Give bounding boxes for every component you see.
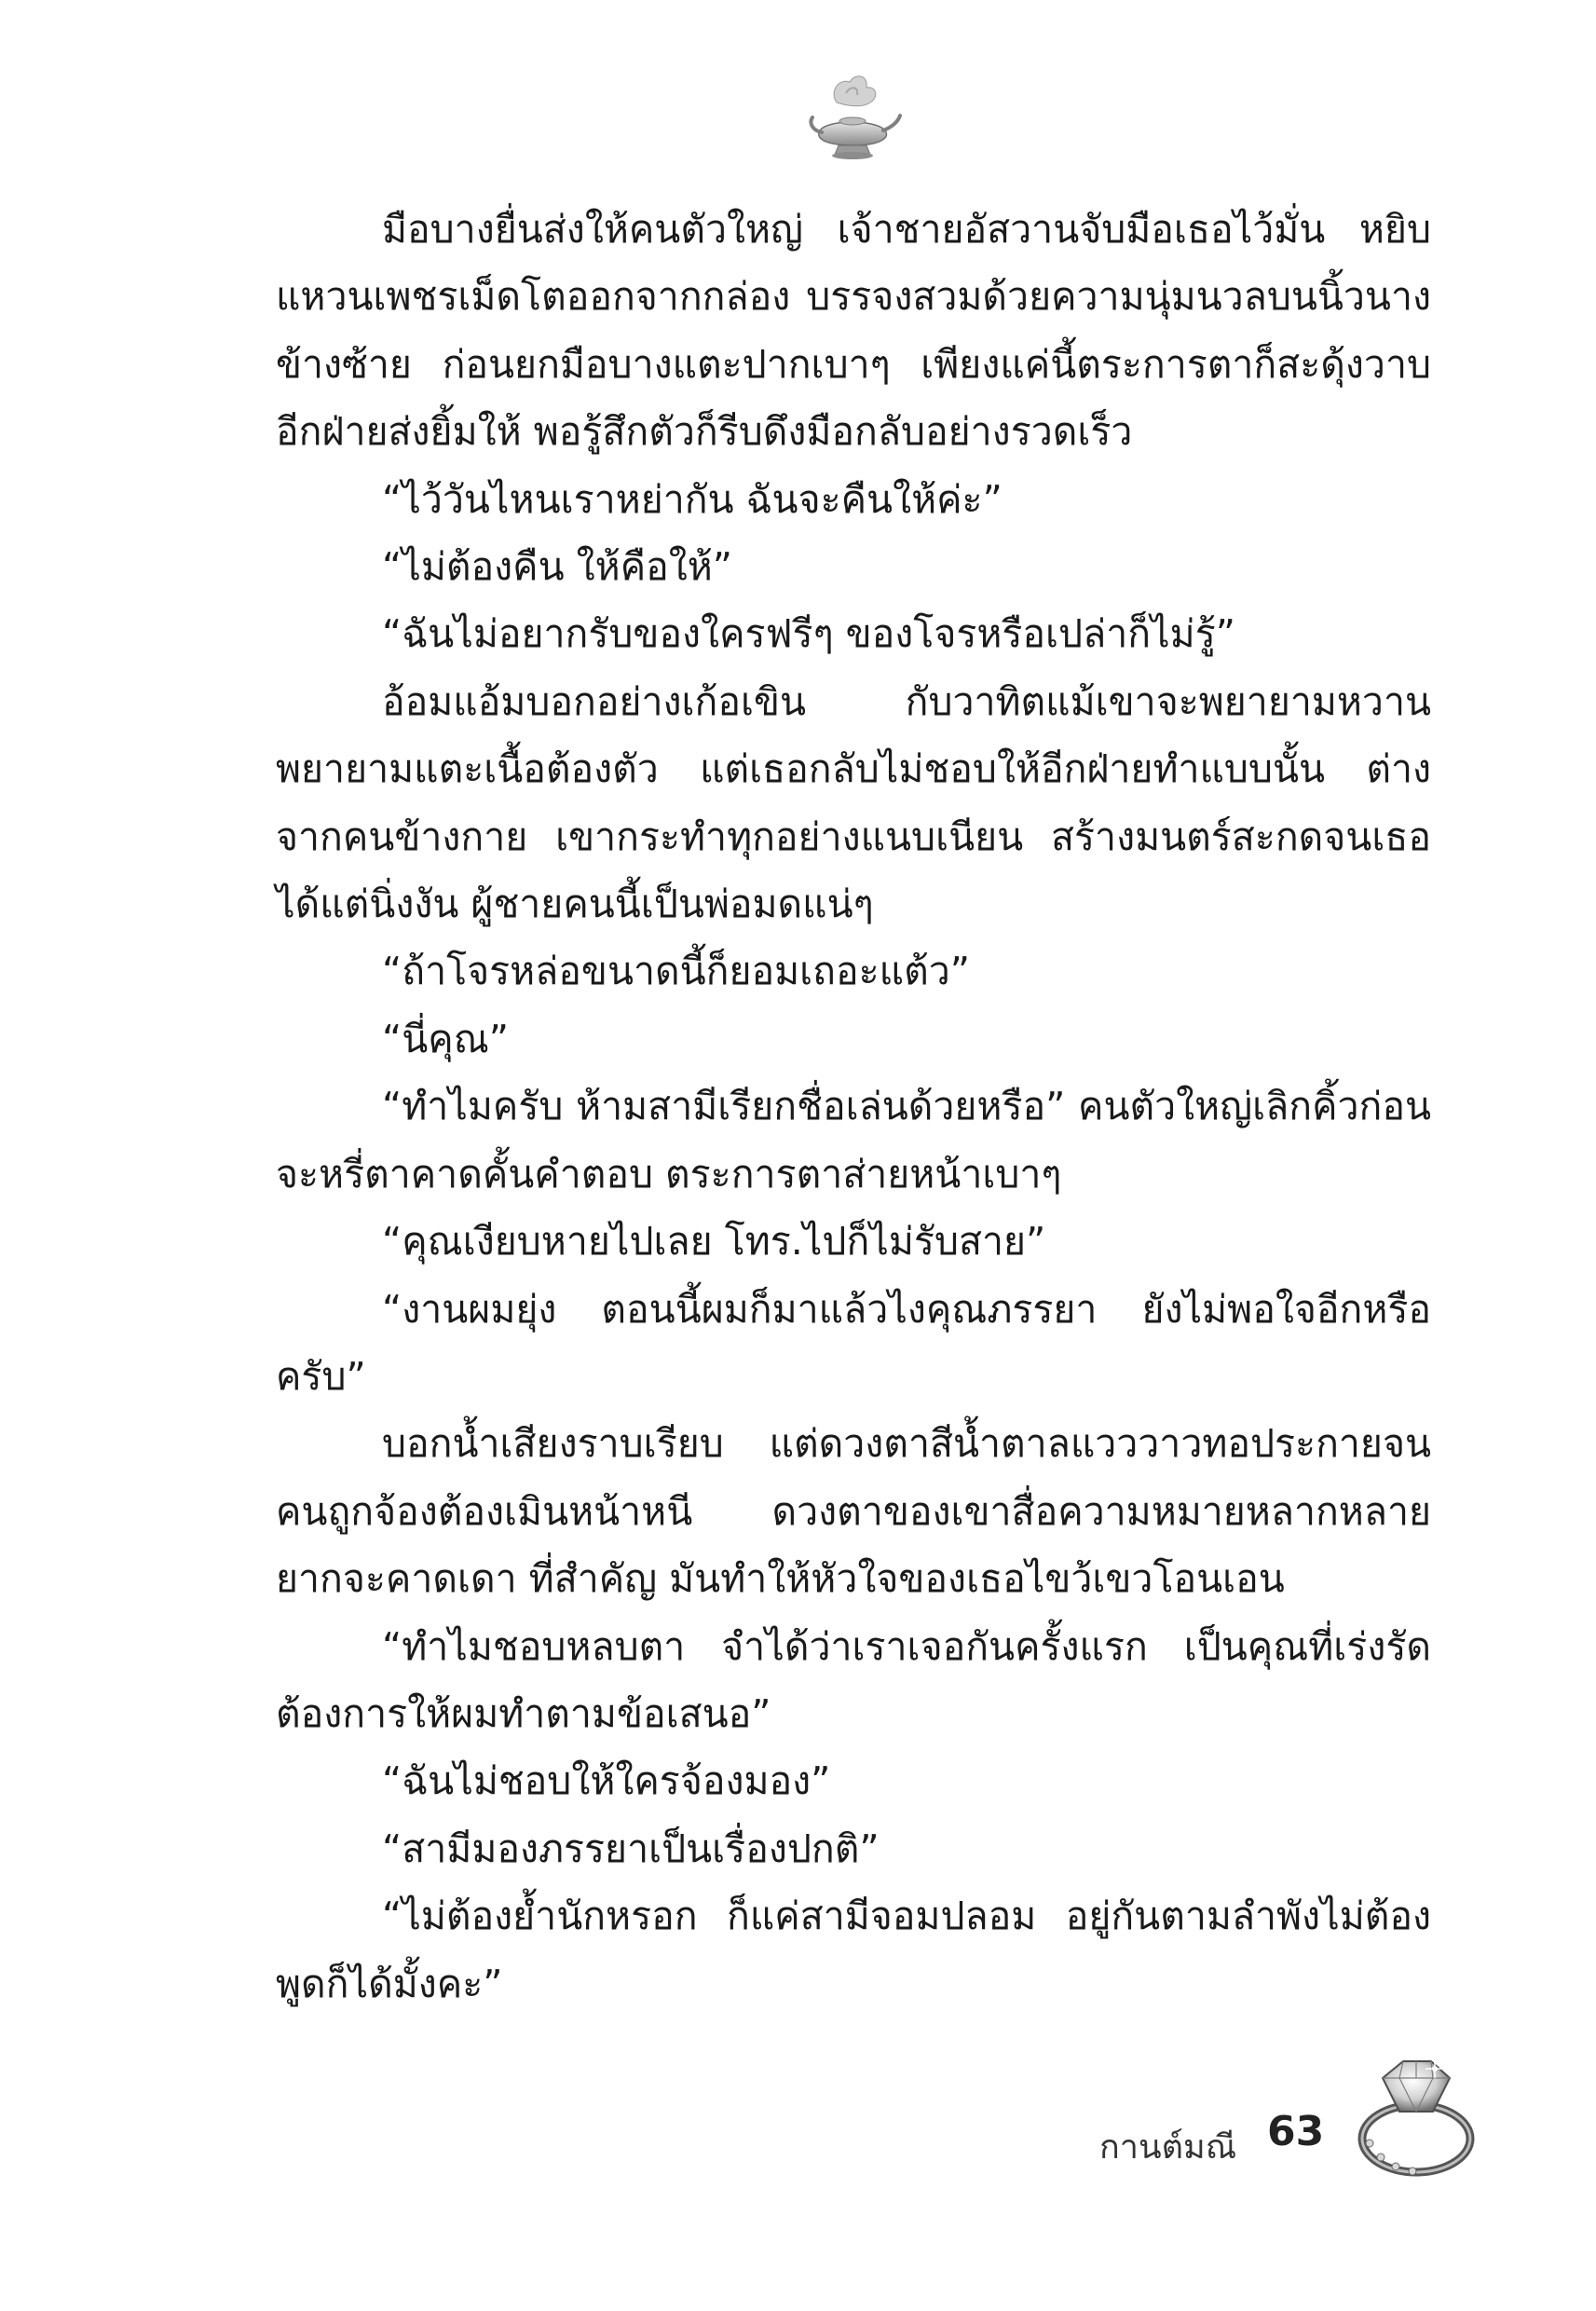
paragraph: “คุณเงียบหายไปเลย โทร.ไปก็ไม่รับสาย” — [382, 1219, 1046, 1265]
paragraph: “ไม่ต้องคืน ให้คือให้” — [382, 544, 733, 590]
story-text — [276, 196, 1431, 2017]
paragraph: “ไม่ต้องย้ำนักหรอก ก็แค่สามีจอมปลอม อยู่กันตามลำพังไม่ต้องพูดก็ได้มั้งคะ” — [276, 1894, 1431, 2006]
paragraph: มือบางยื่นส่งให้คนตัวใหญ่ เจ้าชายอัสวานจับมือเธอไว้มั่น หยิบแหวนเพชรเม็ดโตออกจากกล่อง บรรจงสวมด้วยความนุ่มนวลบนนิ้วนางข้างซ้าย ก่อนยกมือบางแตะปากเบาๆ เพียงแค่นี้ตระการตาก็สะดุ้งวาบ อีกฝ่ายส่งยิ้มให้ พอรู้สึกตัวก็รีบดึงมือกลับอย่างรวดเร็ว — [276, 207, 1431, 455]
paragraph: “ไว้วันไหนเราหย่ากัน ฉันจะคืนให้ค่ะ” — [382, 476, 1003, 522]
paragraph: อ้อมแอ้มบอกอย่างเก้อเขิน กับวาทิตแม้เขาจะพยายามหวาน พยายามแตะเนื้อต้องตัว แต่เธอกลับไม่ชอบให้อีกฝ่ายทำแบบนั้น ต่างจากคนข้างกาย เขากระทำทุกอย่างแนบเนียน สร้างมนตร์สะกดจนเธอได้แต่นิ่งงัน ผู้ชายคนนี้เป็นพ่อมดแน่ๆ — [276, 678, 1431, 927]
paragraph: “งานผมยุ่ง ตอนนี้ผมก็มาแล้วไงคุณภรรยา ยังไม่พอใจอีกหรือครับ” — [276, 1286, 1431, 1399]
page-number: 63 — [1267, 2108, 1325, 2155]
paragraph: “ทำไมครับ ห้ามสามีเรียกชื่อเล่นด้วยหรือ” คนตัวใหญ่เลิกคิ้วก่อนจะหรี่ตาคาดคั้นคำตอบ ตระการตาส่ายหน้าเบาๆ — [276, 1084, 1431, 1197]
paragraph: “นี่คุณ” — [382, 1016, 509, 1061]
paragraph: “สามีมองภรรยาเป็นเรื่องปกติ” — [382, 1826, 880, 1871]
paragraph: “ทำไมชอบหลบตา จำได้ว่าเราเจอกันครั้งแรก เป็นคุณที่เร่งรัดต้องการให้ผมทำตามข้อเสนอ” — [276, 1623, 1431, 1736]
paragraph: “ถ้าโจรหล่อขนาดนี้ก็ยอมเถอะแต้ว” — [382, 949, 970, 994]
magic-lamp-icon — [801, 65, 904, 168]
paragraph: บอกน้ำเสียงราบเรียบ แต่ดวงตาสีน้ำตาลแวววาวทอประกายจนคนถูกจ้องต้องเมินหน้าหนี ดวงตาของเขาสื่อความหมายหลากหลาย ยากจะคาดเดา ที่สำคัญ มันทำให้หัวใจของเธอไขว้เขวโอนเอน — [276, 1421, 1431, 1602]
book-title: กานต์มณี — [1099, 2128, 1237, 2167]
paragraph: “ฉันไม่อยากรับของใครฟรีๆ ของโจรหรือเปล่าก็ไม่รู้” — [382, 611, 1235, 657]
diamond-ring-icon — [1342, 2050, 1481, 2190]
paragraph: “ฉันไม่ชอบให้ใครจ้องมอง” — [382, 1758, 831, 1804]
